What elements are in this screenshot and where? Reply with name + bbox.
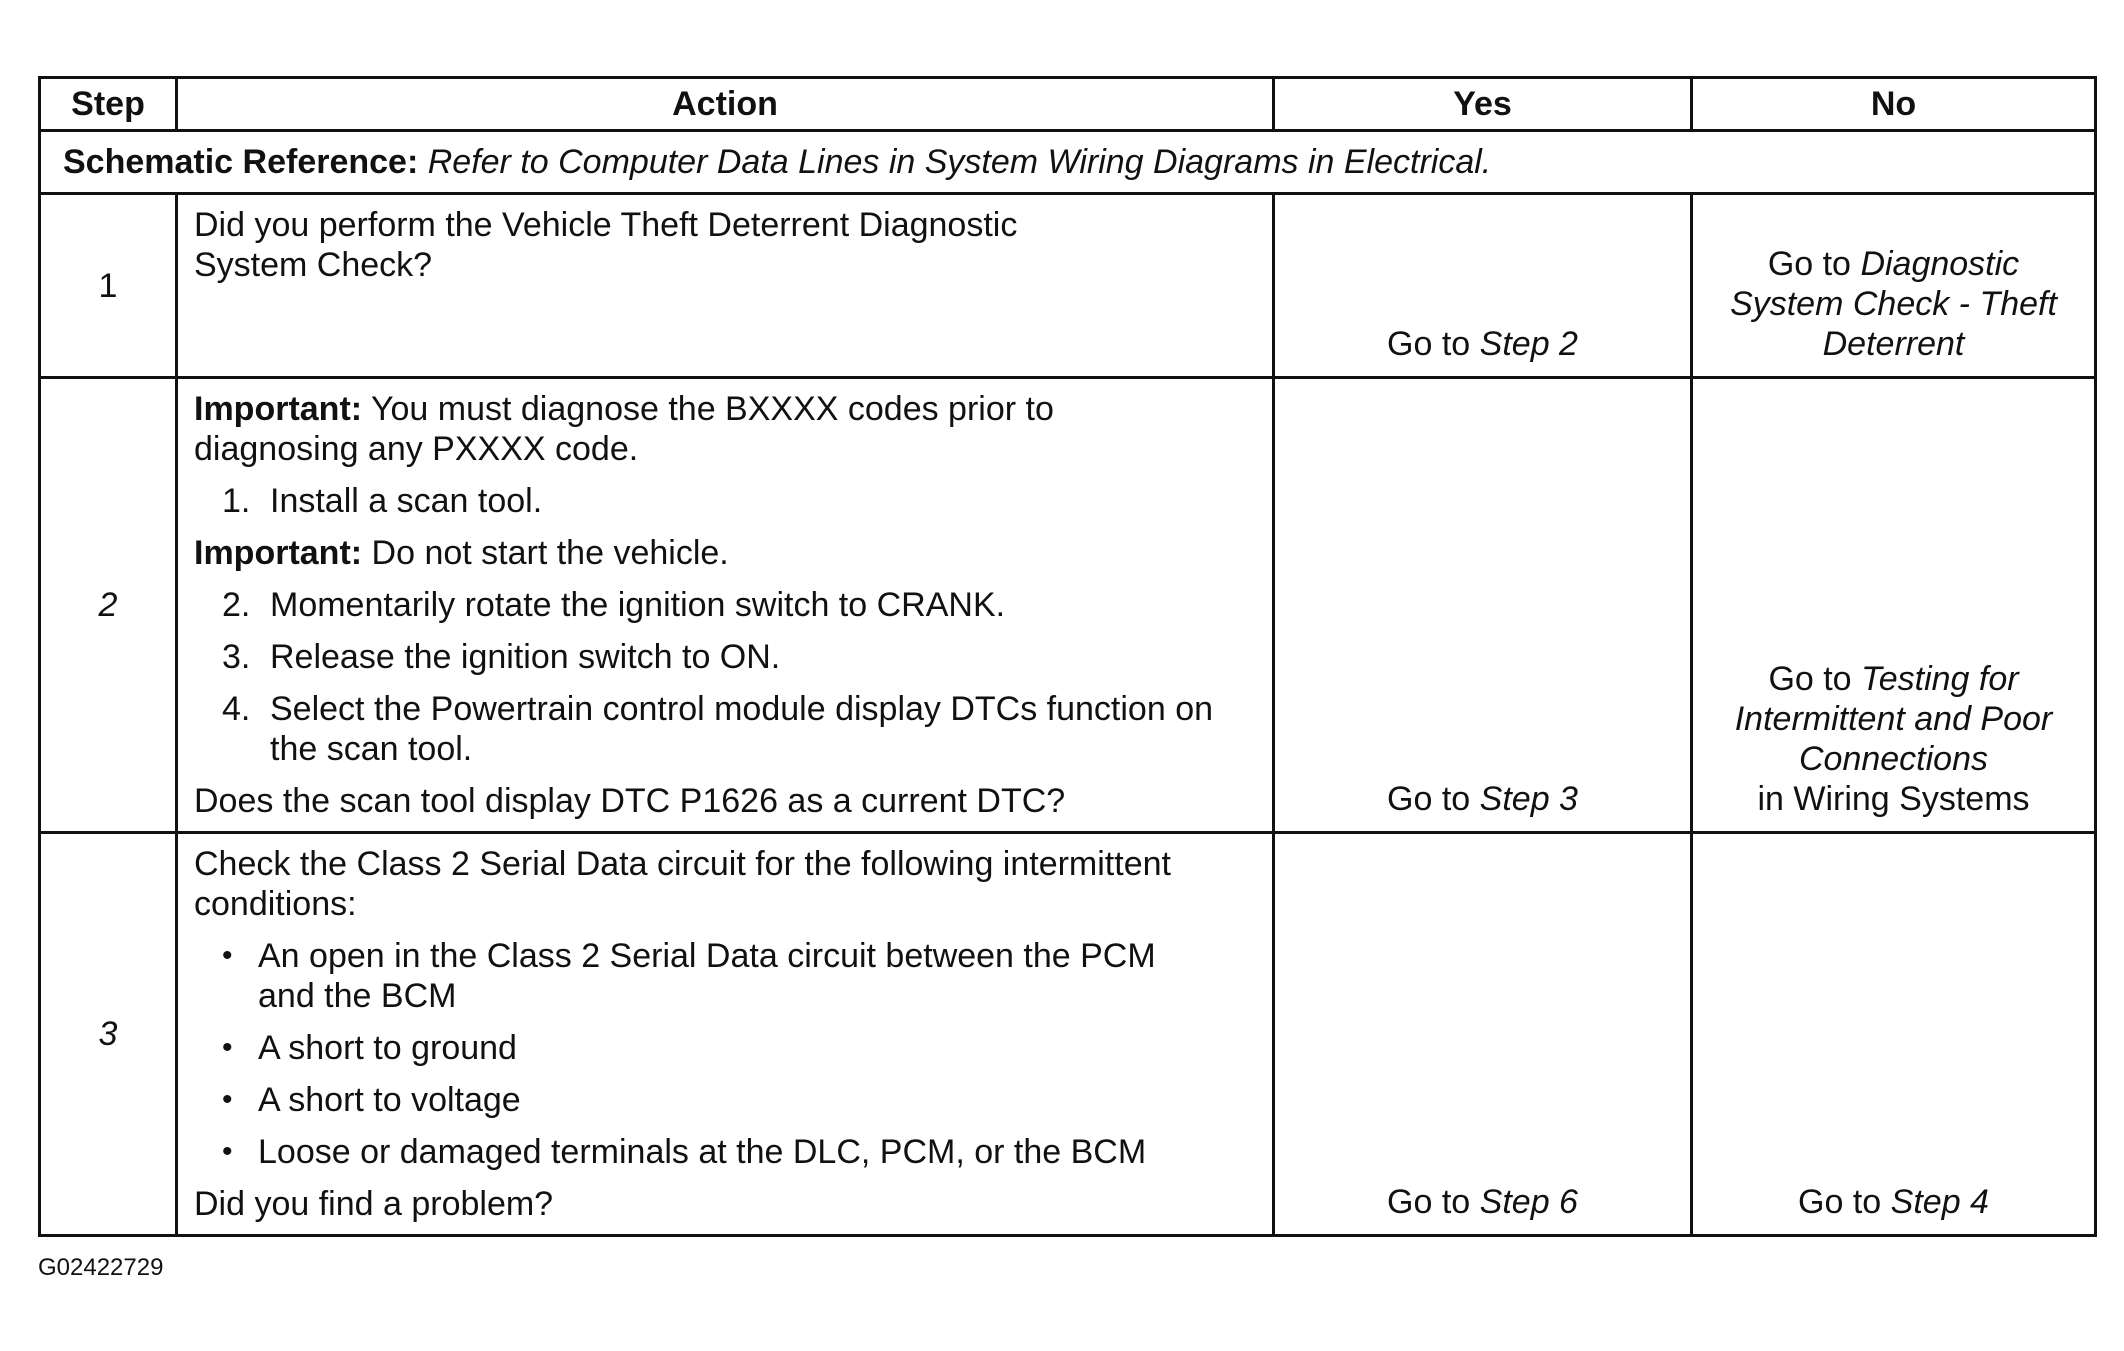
no-testing-link[interactable]: Testing for Intermittent and Poor Connections [1734, 660, 2053, 778]
action-question: Does the scan tool display DTC P1626 as a current DTC? [194, 782, 1066, 820]
list-item [194, 689, 1258, 769]
item-text: Select the Powertrain control module display DTCs function on the scan tool. [270, 690, 1214, 768]
item-text: A short to ground [258, 1029, 517, 1067]
yes-cell [1274, 378, 1692, 833]
item-number: 4. [222, 690, 251, 728]
schematic-reference-label: Schematic Reference: [63, 143, 419, 181]
item-text: Loose or damaged terminals at the DLC, PCM, or the BCM [258, 1133, 1147, 1171]
list-item [194, 637, 1258, 677]
table-row [40, 833, 2096, 1236]
item-number: 2. [222, 586, 251, 624]
yes-prefix: Go to [1387, 325, 1471, 363]
yes-prefix: Go to [1387, 780, 1471, 818]
yes-cell [1274, 194, 1692, 378]
header-yes: Yes [1274, 78, 1692, 131]
yes-step-link[interactable]: Step 6 [1479, 1183, 1578, 1221]
schematic-reference [40, 131, 2096, 194]
item-text: Momentarily rotate the ignition switch to CRANK. [270, 586, 1006, 624]
no-suffix: in Wiring Systems [1757, 780, 2030, 818]
header-row [40, 78, 2096, 131]
no-cell [1692, 833, 2096, 1236]
list-item [194, 1132, 1258, 1172]
important-text: Do not start the vehicle. [371, 534, 729, 572]
schematic-reference-text: Refer to Computer Data Lines in System Wiring Diagrams in Electrical. [427, 143, 1492, 181]
step-number: 3 [40, 833, 177, 1236]
item-number: 3. [222, 638, 251, 676]
item-text: Install a scan tool. [270, 482, 543, 520]
bullet-icon: • [222, 1083, 233, 1116]
schematic-reference-row [40, 131, 2096, 194]
no-prefix: Go to [1798, 1183, 1882, 1221]
header-action: Action [177, 78, 1274, 131]
bullet-icon: • [222, 1031, 233, 1064]
no-cell [1692, 378, 2096, 833]
figure-id: G02422729 [38, 1254, 164, 1281]
list-item [194, 936, 1258, 1016]
action-cell [177, 833, 1274, 1236]
no-step-link[interactable]: Step 4 [1890, 1183, 1989, 1221]
table-row [40, 194, 2096, 378]
yes-step-link[interactable]: Step 2 [1479, 325, 1578, 363]
important-note [194, 533, 1258, 573]
action-question: Did you perform the Vehicle Theft Deterrent Diagnostic System Check? [194, 206, 1018, 284]
yes-cell [1274, 833, 1692, 1236]
bullet-icon: • [222, 939, 233, 972]
no-cell [1692, 194, 2096, 378]
step-number: 2 [40, 378, 177, 833]
header-step: Step [40, 78, 177, 131]
important-label: Important: [194, 390, 363, 428]
important-text: You must diagnose the BXXXX codes prior to diagnosing any PXXXX code. [194, 390, 1054, 468]
item-text: Release the ignition switch to ON. [270, 638, 781, 676]
no-prefix: Go to [1767, 245, 1851, 283]
important-label: Important: [194, 534, 363, 572]
diagnostic-table [38, 76, 2097, 1237]
action-question: Did you find a problem? [194, 1185, 554, 1223]
list-item [194, 585, 1258, 625]
item-number: 1. [222, 482, 251, 520]
item-text: An open in the Class 2 Serial Data circuit between the PCM and the BCM [258, 937, 1156, 1015]
bullet-icon: • [222, 1135, 233, 1168]
header-no: No [1692, 78, 2096, 131]
list-item [194, 481, 1258, 521]
no-prefix: Go to [1768, 660, 1852, 698]
action-cell [177, 194, 1274, 378]
action-cell [177, 378, 1274, 833]
item-text: A short to voltage [258, 1081, 521, 1119]
yes-prefix: Go to [1387, 1183, 1471, 1221]
list-item [194, 1028, 1258, 1068]
step-number: 1 [40, 194, 177, 378]
important-note [194, 389, 1124, 469]
no-diagnostic-link[interactable]: Diagnostic System Check - Theft Deterrent [1730, 245, 2057, 363]
action-intro: Check the Class 2 Serial Data circuit for the following intermittent conditions: [194, 845, 1171, 923]
yes-step-link[interactable]: Step 3 [1479, 780, 1578, 818]
list-item [194, 1080, 1258, 1120]
table-row [40, 378, 2096, 833]
